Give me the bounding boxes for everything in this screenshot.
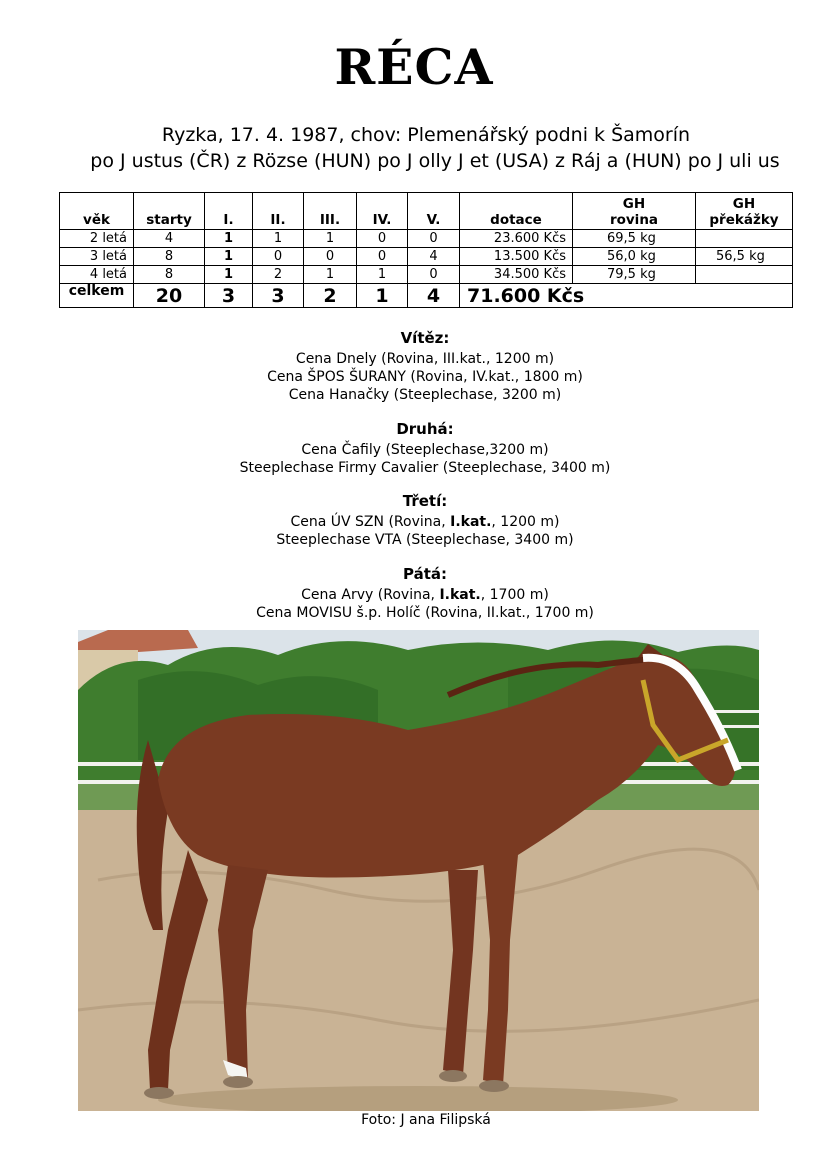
winner-section bbox=[0, 329, 828, 404]
race-line: Cena Dnely (Rovina, III.kat., 1200 m) bbox=[295, 351, 555, 367]
table-cell: 20 bbox=[134, 284, 205, 308]
table-row bbox=[60, 248, 793, 266]
race-line: Cena Čafily (Steeplechase,3200 m) bbox=[301, 442, 549, 458]
table-cell: 8 bbox=[134, 266, 205, 284]
table-cell: 0 bbox=[408, 266, 460, 284]
table-cell: 3 bbox=[205, 284, 253, 308]
table-cell: 34.500 Kčs bbox=[460, 266, 573, 284]
table-cell: 56,5 kg bbox=[696, 248, 793, 266]
table-cell: 23.600 Kčs bbox=[460, 230, 573, 248]
col-header: III. bbox=[304, 193, 357, 230]
col-header: dotace bbox=[460, 193, 573, 230]
race-line: Steeplechase Firmy Cavalier (Steeplechase, 3400 m) bbox=[239, 460, 611, 476]
table-cell: 3 letá bbox=[60, 248, 134, 266]
table-total-row bbox=[60, 284, 793, 308]
col-header: GH překážky bbox=[696, 193, 793, 230]
table-header-row bbox=[60, 193, 793, 230]
table-cell: 0 bbox=[357, 248, 408, 266]
table-cell: 2 bbox=[304, 284, 357, 308]
table-cell: 1 bbox=[205, 230, 253, 248]
table-cell: 0 bbox=[304, 248, 357, 266]
total-label: celkem bbox=[60, 284, 134, 308]
table-cell: 1 bbox=[205, 248, 253, 266]
horse-info-line: Ryzka, 17. 4. 1987, chov: Plemenářský podni k Šamorín bbox=[161, 124, 691, 146]
table-cell: 4 letá bbox=[60, 266, 134, 284]
table-cell: 2 letá bbox=[60, 230, 134, 248]
table-cell: 8 bbox=[134, 248, 205, 266]
section-heading: Vítěz: bbox=[400, 329, 450, 347]
race-line: Cena Arvy (Rovina, I.kat., 1700 m) bbox=[301, 587, 549, 603]
col-header: GH rovina bbox=[573, 193, 696, 230]
table-cell: 1 bbox=[357, 266, 408, 284]
race-line: Steeplechase VTA (Steeplechase, 3400 m) bbox=[276, 532, 574, 548]
page-title: RÉCA bbox=[334, 38, 494, 96]
table-cell: 2 bbox=[253, 266, 304, 284]
total-prize-money: 71.600 Kčs bbox=[460, 284, 793, 308]
col-header: IV. bbox=[357, 193, 408, 230]
table-row bbox=[60, 230, 793, 248]
table-cell: 4 bbox=[134, 230, 205, 248]
race-line: Cena ÚV SZN (Rovina, I.kat., 1200 m) bbox=[290, 514, 560, 530]
table-cell: 56,0 kg bbox=[573, 248, 696, 266]
table-cell: 0 bbox=[357, 230, 408, 248]
horse-photo-illustration bbox=[78, 630, 759, 1111]
table-cell: 0 bbox=[408, 230, 460, 248]
table-cell: 4 bbox=[408, 284, 460, 308]
race-results-table bbox=[59, 192, 793, 308]
table-cell: 1 bbox=[253, 230, 304, 248]
table-cell bbox=[696, 230, 793, 248]
col-header: I. bbox=[205, 193, 253, 230]
second-place-section bbox=[0, 420, 828, 477]
table-cell: 4 bbox=[408, 248, 460, 266]
table-cell bbox=[696, 266, 793, 284]
table-cell: 0 bbox=[253, 248, 304, 266]
section-heading: Pátá: bbox=[402, 565, 447, 583]
table-cell: 69,5 kg bbox=[573, 230, 696, 248]
table-row bbox=[60, 266, 793, 284]
race-line: Cena MOVISU š.p. Holíč (Rovina, II.kat., 1700 m) bbox=[256, 605, 594, 621]
col-header: starty bbox=[134, 193, 205, 230]
table-cell: 1 bbox=[205, 266, 253, 284]
section-heading: Druhá: bbox=[396, 420, 454, 438]
table-cell: 79,5 kg bbox=[573, 266, 696, 284]
race-line: Cena Hanačky (Steeplechase, 3200 m) bbox=[288, 387, 562, 403]
third-place-section bbox=[0, 492, 828, 549]
table-cell: 13.500 Kčs bbox=[460, 248, 573, 266]
horse-photo bbox=[78, 630, 759, 1111]
photo-caption: Foto: J ana Filipská bbox=[361, 1112, 491, 1128]
col-header: věk bbox=[60, 193, 134, 230]
table-cell: 1 bbox=[304, 230, 357, 248]
section-heading: Třetí: bbox=[402, 492, 448, 510]
race-line: Cena ŠPOS ŠURANY (Rovina, IV.kat., 1800 m) bbox=[267, 369, 583, 385]
table-cell: 1 bbox=[357, 284, 408, 308]
col-header: V. bbox=[408, 193, 460, 230]
col-header: II. bbox=[253, 193, 304, 230]
fifth-place-section bbox=[0, 565, 828, 622]
table-cell: 1 bbox=[304, 266, 357, 284]
pedigree-line: po J ustus (ČR) z Rözse (HUN) po J olly J et (USA) z Ráj a (HUN) po J uli us bbox=[90, 150, 780, 172]
table-cell: 3 bbox=[253, 284, 304, 308]
